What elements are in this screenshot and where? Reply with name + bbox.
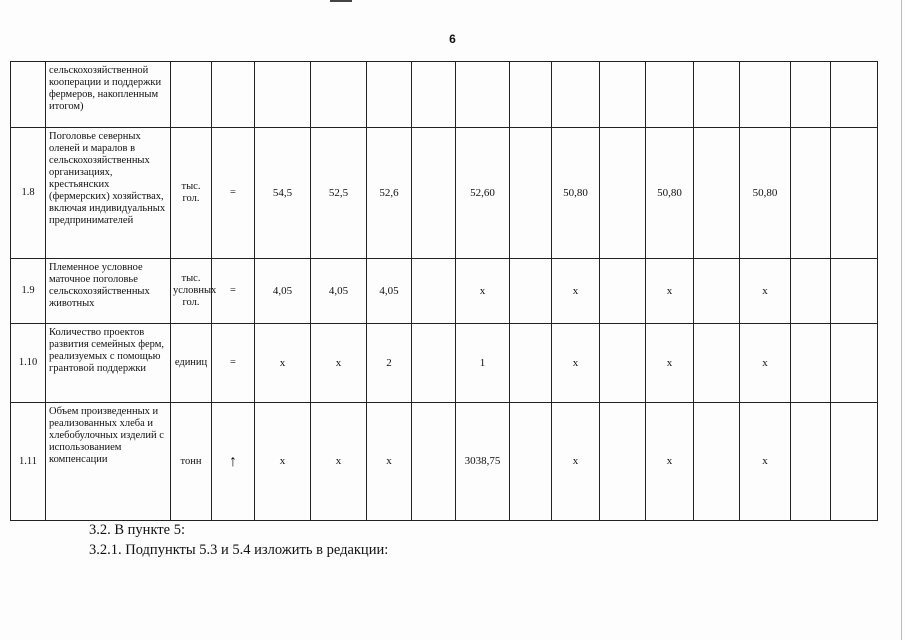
value-cell: [600, 403, 646, 521]
value-cell: [600, 128, 646, 259]
value-cell: [255, 324, 311, 403]
value-text: х: [335, 356, 342, 369]
trend-symbol: =: [230, 187, 236, 198]
value-cell: [311, 62, 367, 128]
unit-cell: тонн: [171, 403, 212, 521]
value-text: 52,60: [470, 186, 495, 199]
row-number: 1.8: [11, 128, 46, 259]
value-text: х: [666, 356, 673, 369]
value-cell: [646, 259, 694, 324]
value-cell: [740, 62, 791, 128]
page-number: 6: [449, 32, 456, 46]
value-cell: [740, 324, 791, 403]
value-cell: [255, 403, 311, 521]
value-text: х: [572, 356, 579, 369]
table-row: [11, 324, 878, 403]
table-row: [11, 259, 878, 324]
value-cell: [552, 259, 600, 324]
value-cell: [694, 403, 740, 521]
top-mark: [330, 0, 352, 2]
value-cell: [791, 259, 831, 324]
value-cell: [367, 259, 412, 324]
unit-cell: [171, 62, 212, 128]
section-3-2: 3.2. В пункте 5:: [89, 522, 185, 538]
trend-cell: [212, 324, 255, 403]
trend-cell: [212, 62, 255, 128]
value-text: 4,05: [379, 284, 399, 297]
table-row: [11, 128, 878, 259]
value-text: х: [762, 284, 768, 297]
value-cell: [311, 403, 367, 521]
value-cell: [510, 403, 552, 521]
value-text: 1: [479, 356, 486, 369]
value-cell: [791, 128, 831, 259]
table-row: [11, 403, 878, 521]
value-cell: [510, 128, 552, 259]
value-cell: [255, 62, 311, 128]
value-text: х: [762, 356, 768, 369]
unit-cell: единиц: [171, 324, 212, 403]
value-cell: [552, 128, 600, 259]
value-cell: [367, 128, 412, 259]
indicator-name: Племенное условное маточное поголовье сельскохозяйственных животных: [46, 259, 171, 324]
value-cell: [600, 324, 646, 403]
value-text: 4,05: [328, 284, 349, 297]
value-cell: [600, 259, 646, 324]
indicator-name: Объем произведенных и реализованных хлеба и хлебобулочных изделий с использованием компенсации: [46, 403, 171, 521]
value-cell: [600, 62, 646, 128]
scan-edge: [901, 0, 902, 640]
value-cell: [694, 128, 740, 259]
trend-cell: [212, 259, 255, 324]
value-cell: [694, 259, 740, 324]
value-cell: [510, 324, 552, 403]
value-cell: [646, 403, 694, 521]
value-text: х: [666, 455, 673, 467]
value-cell: [831, 128, 878, 259]
value-text: х: [666, 284, 673, 297]
value-cell: [831, 259, 878, 324]
value-cell: [646, 62, 694, 128]
value-cell: [311, 324, 367, 403]
value-cell: [740, 403, 791, 521]
value-cell: [791, 403, 831, 521]
value-cell: [791, 62, 831, 128]
value-cell: [552, 403, 600, 521]
unit-cell: тыс. условных гол.: [171, 259, 212, 324]
value-cell: [456, 259, 510, 324]
indicator-name: Количество проектов развития семейных ферм, реализуемых с помощью грантовой поддержки: [46, 324, 171, 403]
value-text: х: [335, 455, 342, 467]
value-text: х: [386, 455, 392, 467]
row-number: 1.11: [11, 403, 46, 521]
value-cell: [412, 324, 456, 403]
value-cell: [456, 128, 510, 259]
value-cell: [740, 128, 791, 259]
value-text: 3038,75: [464, 455, 501, 467]
value-cell: [412, 62, 456, 128]
value-cell: [367, 62, 412, 128]
value-cell: [646, 324, 694, 403]
up-arrow-icon: ↑: [229, 452, 237, 470]
value-cell: [831, 62, 878, 128]
value-cell: [694, 62, 740, 128]
row-number: [11, 62, 46, 128]
value-cell: [311, 128, 367, 259]
value-cell: [694, 324, 740, 403]
trend-cell: [212, 403, 255, 521]
value-text: х: [572, 455, 579, 467]
value-cell: [791, 324, 831, 403]
value-text: 52,6: [379, 186, 399, 199]
trend-symbol: =: [230, 285, 236, 296]
value-cell: [412, 128, 456, 259]
value-text: 50,80: [657, 186, 682, 199]
value-text: х: [479, 284, 486, 297]
value-cell: [456, 403, 510, 521]
unit-cell: тыс. гол.: [171, 128, 212, 259]
value-text: х: [762, 455, 768, 467]
value-text: 50,80: [752, 186, 778, 199]
indicator-name: Поголовье северных оленей и маралов в сельскохозяйственных организациях, крестьянских (фермерских) хозяйствах, включая индивидуальных предпринимателей: [46, 128, 171, 259]
value-text: х: [572, 284, 579, 297]
value-cell: [510, 259, 552, 324]
trend-cell: [212, 128, 255, 259]
value-cell: [456, 62, 510, 128]
value-text: 2: [386, 356, 392, 369]
section-3-2-1: 3.2.1. Подпункты 5.3 и 5.4 изложить в редакции:: [89, 542, 389, 558]
value-text: 50,80: [563, 186, 588, 199]
value-cell: [412, 259, 456, 324]
value-cell: [311, 259, 367, 324]
value-cell: [412, 403, 456, 521]
table-row: [11, 62, 878, 128]
value-cell: [367, 403, 412, 521]
indicators-table: [10, 61, 878, 521]
value-cell: [552, 324, 600, 403]
value-text: 54,5: [272, 186, 293, 199]
value-cell: [740, 259, 791, 324]
value-cell: [552, 62, 600, 128]
row-number: 1.10: [11, 324, 46, 403]
trend-symbol: =: [230, 357, 236, 368]
value-cell: [831, 403, 878, 521]
value-text: 4,05: [272, 284, 293, 297]
row-number: 1.9: [11, 259, 46, 324]
value-cell: [646, 128, 694, 259]
value-cell: [367, 324, 412, 403]
value-cell: [255, 128, 311, 259]
value-cell: [255, 259, 311, 324]
value-text: х: [279, 356, 286, 369]
value-text: х: [279, 455, 286, 467]
value-cell: [456, 324, 510, 403]
value-cell: [510, 62, 552, 128]
value-cell: [831, 324, 878, 403]
value-text: 52,5: [328, 186, 349, 199]
indicator-name: сельскохозяйственной кооперации и поддержки фермеров, накопленным итогом): [46, 62, 171, 128]
